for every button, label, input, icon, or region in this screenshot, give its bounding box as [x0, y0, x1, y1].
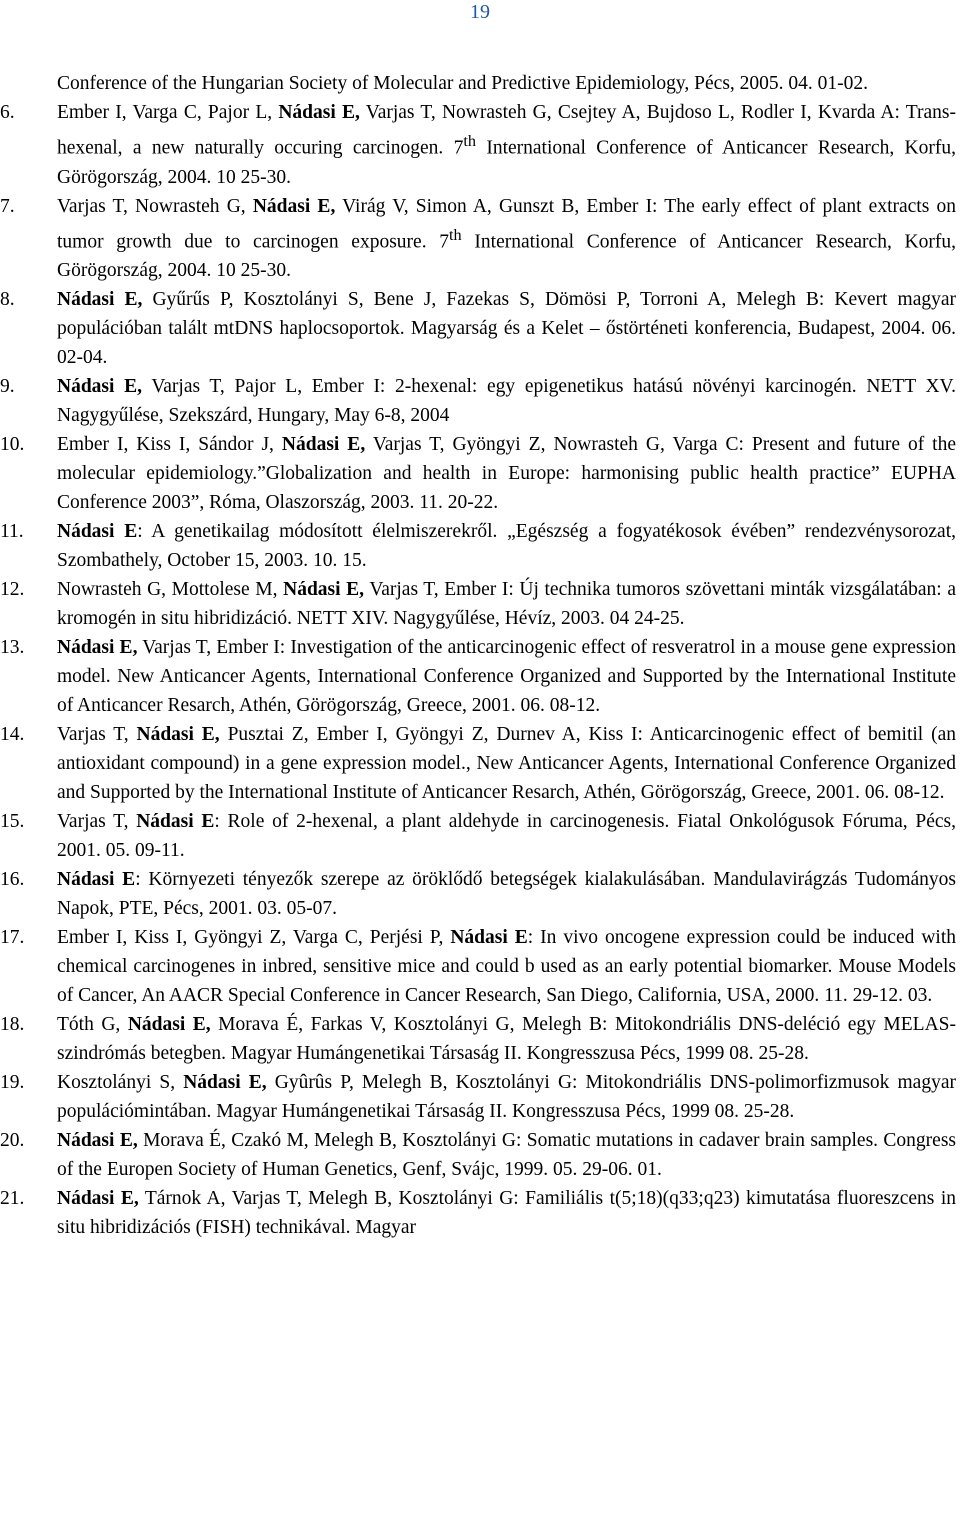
reference-entry [0, 1010, 960, 1068]
highlighted-author: Nádasi E, [57, 289, 143, 310]
entry-number: 20. [0, 1130, 25, 1151]
citation-text: Varjas T, Ember I: Új technika tumoros szövettani minták vizsgálatában: a kromogén in situ hibridizáció. NETT XIV. Nagygyűlése, Hévíz, 2003. 04 24-25. [57, 579, 956, 629]
reference-entry [0, 285, 960, 372]
highlighted-author: Nádasi E, [252, 195, 336, 217]
entry-number: 9. [0, 376, 15, 397]
entry-number: 13. [0, 637, 25, 658]
highlighted-author: Nádasi E, [57, 637, 138, 658]
reference-entry [0, 430, 960, 517]
highlighted-author: Nádasi E [57, 521, 138, 542]
authors-text: Kosztolányi S, [57, 1072, 184, 1093]
reference-entry [0, 807, 960, 865]
highlighted-author: Nádasi E [136, 811, 215, 832]
citation-text: : Környezeti tényezők szerepe az öröklődő betegségek kialakulásában. Mandulavirágzás Tudományos Napok, PTE, Pécs, 2001. 03. 05-07. [57, 869, 956, 919]
highlighted-author: Nádasi E [450, 927, 528, 948]
entry-text [57, 1184, 956, 1242]
entry-text [57, 192, 956, 286]
entry-number: 21. [0, 1188, 25, 1209]
reference-entry [0, 98, 960, 192]
citation-text: Tárnok A, Varjas T, Melegh B, Kosztolányi G: Familiális t(5;18)(q33;q23) kimutatása fluoreszcens in situ hibridizációs (FISH) technikával. Magyar [57, 1188, 956, 1238]
reference-entry [0, 192, 960, 286]
reference-entry [0, 1126, 960, 1184]
reference-entry [0, 517, 960, 575]
reference-entry [0, 1068, 960, 1126]
entry-text [57, 430, 956, 517]
entry-text [57, 865, 956, 923]
citation-text: Morava É, Farkas V, Kosztolányi G, Melegh B: Mitokondriális DNS-deléció egy MELAS-szindrómás betegben. Magyar Humángenetikai Társaság II. Kongresszusa Pécs, 1999 08. 25-28. [57, 1014, 956, 1064]
highlighted-author: Nádasi E, [281, 434, 366, 455]
page-number: 19 [470, 1, 490, 23]
citation-text: : Role of 2-hexenal, a plant aldehyde in carcinogenesis. Fiatal Onkológusok Fóruma, Pécs, 2001. 05. 09-11. [57, 811, 956, 861]
citation-text-cont: International Conference of Anticancer Research, Korfu, Görögország, 2004. 10 25-30. [57, 231, 956, 281]
authors-text: Varjas T, Nowrasteh G, [57, 195, 253, 217]
authors-text: Ember I, Varga C, Pajor L, [57, 102, 279, 123]
citation-text: : In vivo oncogene expression could be induced with chemical carcinogenes in inbred, sensitive mice and could b used as an early potential biomarker. Mouse Models of Cancer, An AACR Special Conference in Cancer Research, San Diego, California, USA, 2000. 11. 29-12. 03. [57, 927, 956, 1006]
citation-text-cont: International Conference of Anticancer Research, Korfu, Görögország, 2004. 10 25-30. [57, 137, 956, 188]
entry-number: 15. [0, 811, 25, 832]
ordinal-suffix: th [463, 132, 476, 150]
entry-text [57, 1068, 956, 1126]
citation-text: Pusztai Z, Ember I, Gyöngyi Z, Durnev A, Kiss I: Anticarcinogenic effect of bemitil (an antioxidant compound) in a gene expression model., New Anticancer Agents, International Conference Organized and Supported by the International Institute of Anticancer Resarch, Athén, Görögország, Greece, 2001. 06. 08-12. [57, 724, 956, 803]
highlighted-author: Nádasi E [57, 869, 136, 890]
entry-number: 14. [0, 724, 25, 745]
citation-text: Gyűrűs P, Kosztolányi S, Bene J, Fazekas S, Dömösi P, Torroni A, Melegh B: Kevert magyar populációban talált mtDNS haplocsoportok. Magyarság és a Kelet – őstörténeti konferencia, Budapest, 2004. 06. 02-04. [57, 289, 956, 368]
entry-number: 7. [0, 195, 15, 217]
citation-text: Varjas T, Pajor L, Ember I: 2-hexenal: egy epigenetikus hatású növényi karcinogén. NETT XV. Nagygyűlése, Szekszárd, Hungary, May 6-8, 2004 [57, 376, 956, 426]
highlighted-author: Nádasi E, [127, 1014, 211, 1035]
entry-number: 18. [0, 1014, 25, 1035]
authors-text: Tóth G, [57, 1014, 128, 1035]
citation-text: Varjas T, Ember I: Investigation of the anticarcinogenic effect of resveratrol in a mouse gene expression model. New Anticancer Agents, International Conference Organized and Supported by the International Institute of Anticancer Resarch, Athén, Görögország, Greece, 2001. 06. 08-12. [57, 637, 956, 716]
continuation-text: Conference of the Hungarian Society of Molecular and Predictive Epidemiology, Pécs, 2005. 04. 01-02. [57, 73, 869, 94]
highlighted-author: Nádasi E, [278, 102, 360, 123]
citation-text: Morava É, Czakó M, Melegh B, Kosztolányi G: Somatic mutations in cadaver brain samples. Congress of the Europen Society of Human Genetics, Genf, Svájc, 1999. 05. 29-06. 01. [57, 1130, 956, 1180]
reference-list [0, 69, 960, 1242]
highlighted-author: Nádasi E, [183, 1072, 267, 1093]
reference-entry [0, 633, 960, 720]
reference-entry [0, 1184, 960, 1242]
entry-text [57, 923, 956, 1010]
entry-text [57, 1010, 956, 1068]
entry-number: 8. [0, 289, 15, 310]
entry-text [57, 807, 956, 865]
authors-text: Ember I, Kiss I, Gyöngyi Z, Varga C, Perjési P, [57, 927, 451, 948]
entry-text [57, 372, 956, 430]
authors-text: Varjas T, [57, 724, 137, 745]
citation-text: Gyûrûs P, Melegh B, Kosztolányi G: Mitokondriális DNS-polimorfizmusok magyar populációmintában. Magyar Humángenetikai Társaság II. Kongresszusa Pécs, 1999 08. 25-28. [57, 1072, 956, 1122]
entry-text [57, 720, 956, 807]
citation-text: : A genetikailag módosított élelmiszerekről. „Egészség a fogyatékosok évében” rendezvénysorozat, Szombathely, October 15, 2003. 10. 15. [57, 521, 956, 571]
ordinal-suffix: th [449, 225, 462, 244]
authors-text: Ember I, Kiss I, Sándor J, [57, 434, 282, 455]
reference-entry [0, 720, 960, 807]
reference-entry [0, 372, 960, 430]
entry-text [57, 575, 956, 633]
entry-number: 10. [0, 434, 25, 455]
entry-text [57, 98, 956, 192]
authors-text: Nowrasteh G, Mottolese M, [57, 579, 284, 600]
entry-number: 11. [0, 521, 24, 542]
authors-text: Varjas T, [57, 811, 137, 832]
entry-number: 17. [0, 927, 25, 948]
citation-text: Varjas T, Gyöngyi Z, Nowrasteh G, Varga C: Present and future of the molecular epidemiology.”Globalization and health in Europe: harmonising public health practice” EUPHA Conference 2003”, Róma, Olaszország, 2003. 11. 20-22. [57, 434, 956, 513]
entry-text [57, 517, 956, 575]
highlighted-author: Nádasi E, [136, 724, 220, 745]
entry-text [57, 1126, 956, 1184]
citation-text: Virág V, Simon A, Gunszt B, Ember I: The early effect of plant extracts on tumor growth due to carcinogen exposure. 7 [57, 195, 956, 252]
entry-text [57, 633, 956, 720]
highlighted-author: Nádasi E, [57, 376, 143, 397]
entry-number: 19. [0, 1072, 25, 1093]
highlighted-author: Nádasi E, [283, 579, 365, 600]
highlighted-author: Nádasi E, [57, 1130, 138, 1151]
entry-number: 12. [0, 579, 25, 600]
reference-entry [0, 865, 960, 923]
reference-entry [0, 575, 960, 633]
reference-entry [0, 923, 960, 1010]
citation-text: Varjas T, Nowrasteh G, Csejtey A, Bujdoso L, Rodler I, Kvarda A: Trans-hexenal, a new naturally occuring carcinogen. 7 [57, 102, 956, 159]
entry-text [57, 285, 956, 372]
entry-number: 16. [0, 869, 25, 890]
highlighted-author: Nádasi E, [57, 1188, 139, 1209]
entry-number: 6. [0, 102, 15, 123]
